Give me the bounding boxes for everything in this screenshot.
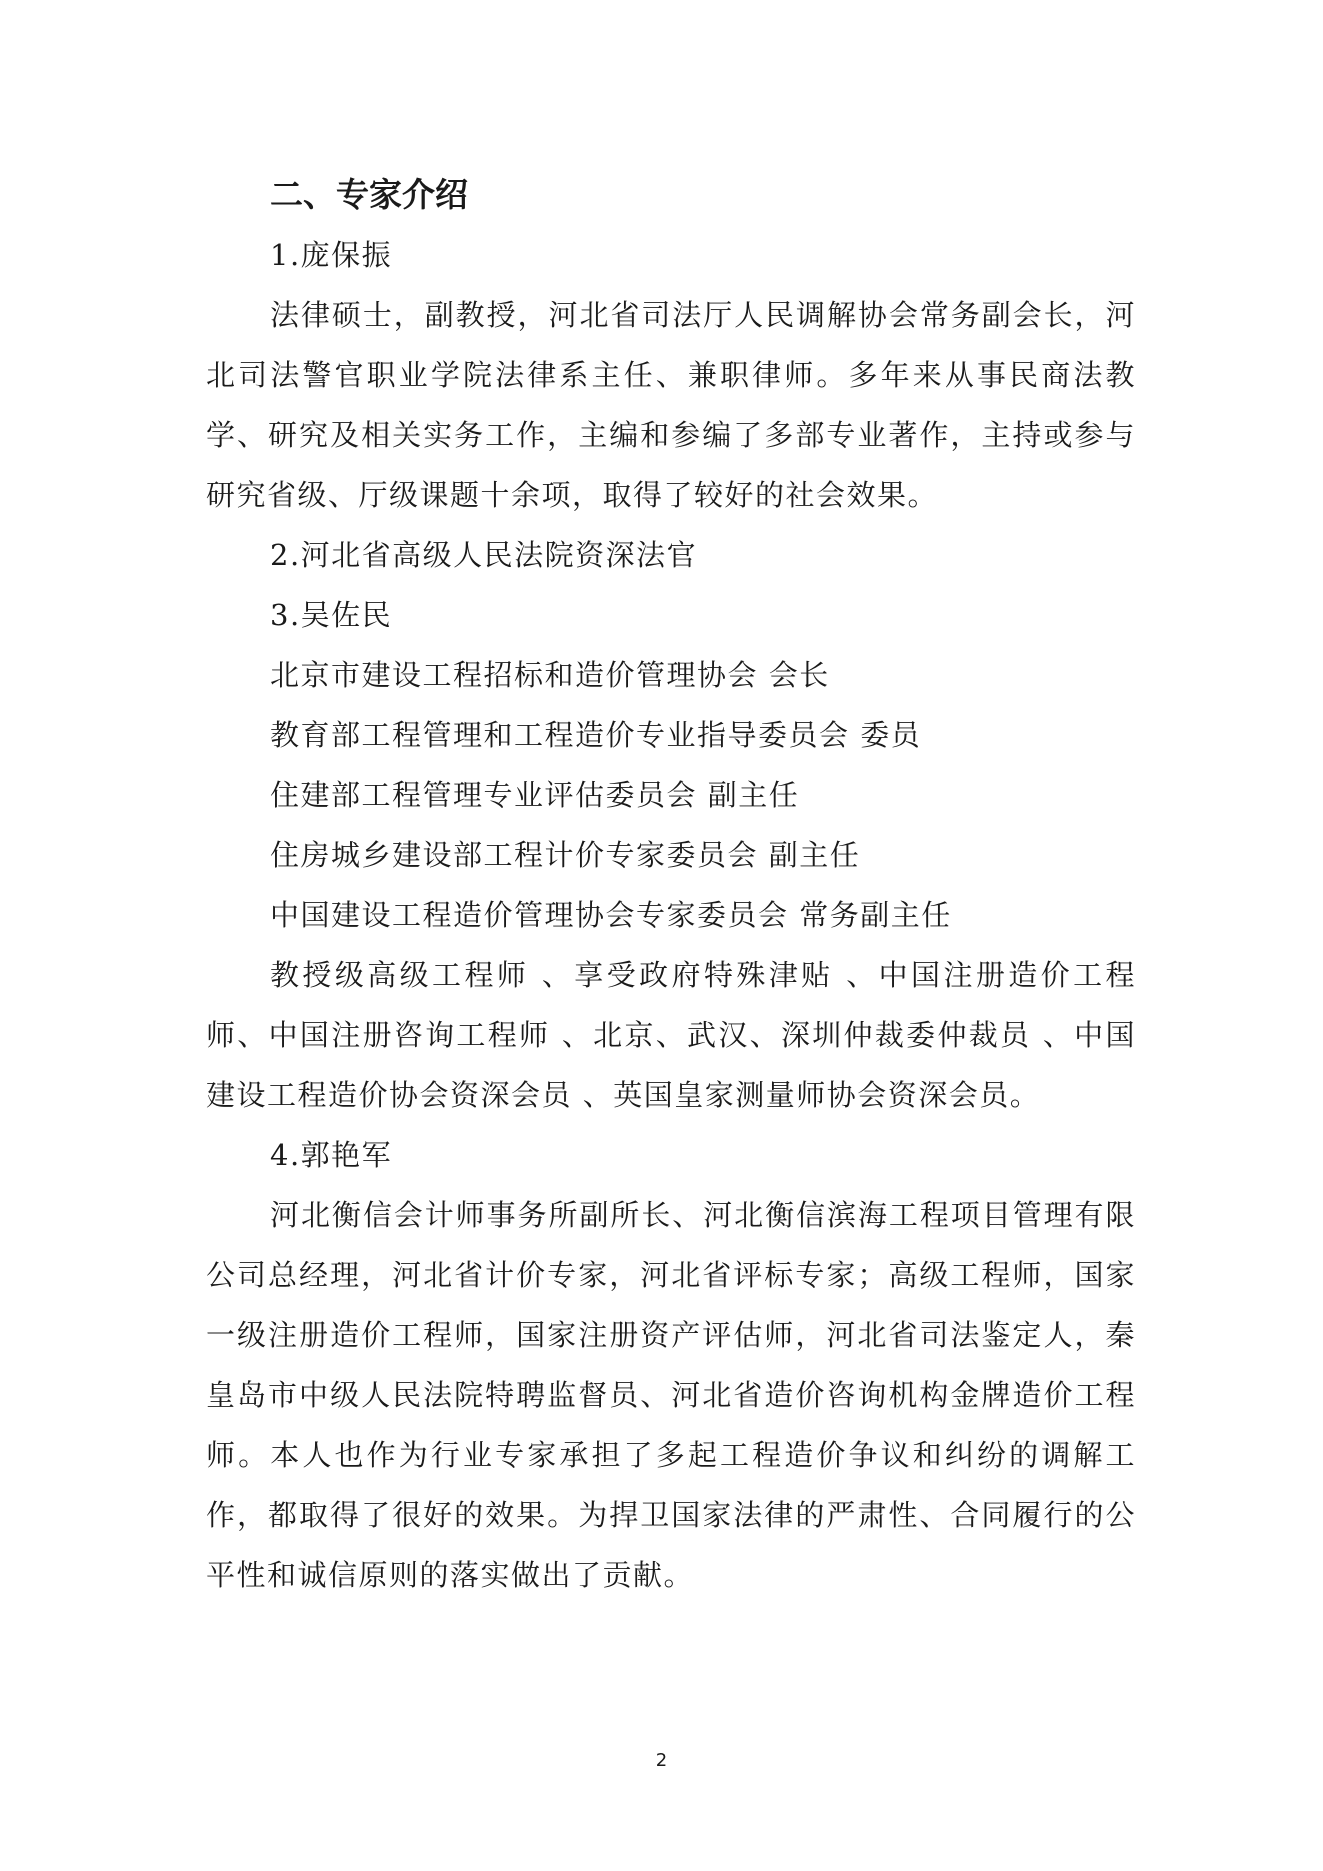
expert-1-name: 1.庞保振 [270, 238, 393, 272]
expert-3-name: 3.吴佐民 [270, 598, 393, 632]
page-number: 2 [655, 1750, 668, 1771]
expert-3-title-1: 北京市建设工程招标和造价管理协会 会长 [270, 658, 830, 692]
expert-4-bio: 河北衡信会计师事务所副所长、河北衡信滨海工程项目管理有限公司总经理，河北省计价专家，河北省评标专家；高级工程师，国家一级注册造价工程师，国家注册资产评估师，河北省司法鉴定人，秦皇岛市中级人民法院特聘监督员、河北省造价咨询机构金牌造价工程师。本人也作为行业专家承担了多起工程造价争议和纠纷的调解工作，都取得了很好的效果。为捍卫国家法律的严肃性、合同履行的公平性和诚信原则的落实做出了贡献。 [206, 1198, 1136, 1592]
expert-3-bio: 教授级高级工程师 、享受政府特殊津贴 、中国注册造价工程师、中国注册咨询工程师 、北京、武汉、深圳仲裁委仲裁员 、中国建设工程造价协会资深会员 、英国皇家测量师协会资深会员。 [206, 958, 1136, 1112]
expert-2-name: 2.河北省高级人民法院资深法官 [270, 538, 698, 572]
page-content [206, 165, 1136, 1605]
expert-3-title-2: 教育部工程管理和工程造价专业指导委员会 委员 [270, 718, 922, 752]
expert-4-name: 4.郭艳军 [270, 1138, 393, 1172]
expert-3-title-5: 中国建设工程造价管理协会专家委员会 常务副主任 [270, 898, 952, 932]
section-heading: 二、专家介绍 [270, 175, 468, 214]
expert-1-bio: 法律硕士，副教授，河北省司法厅人民调解协会常务副会长，河北司法警官职业学院法律系主任、兼职律师。多年来从事民商法教学、研究及相关实务工作，主编和参编了多部专业著作，主持或参与研究省级、厅级课题十余项，取得了较好的社会效果。 [206, 298, 1136, 512]
expert-3-title-4: 住房城乡建设部工程计价专家委员会 副主任 [270, 838, 861, 872]
expert-3-title-3: 住建部工程管理专业评估委员会 副主任 [270, 778, 800, 812]
